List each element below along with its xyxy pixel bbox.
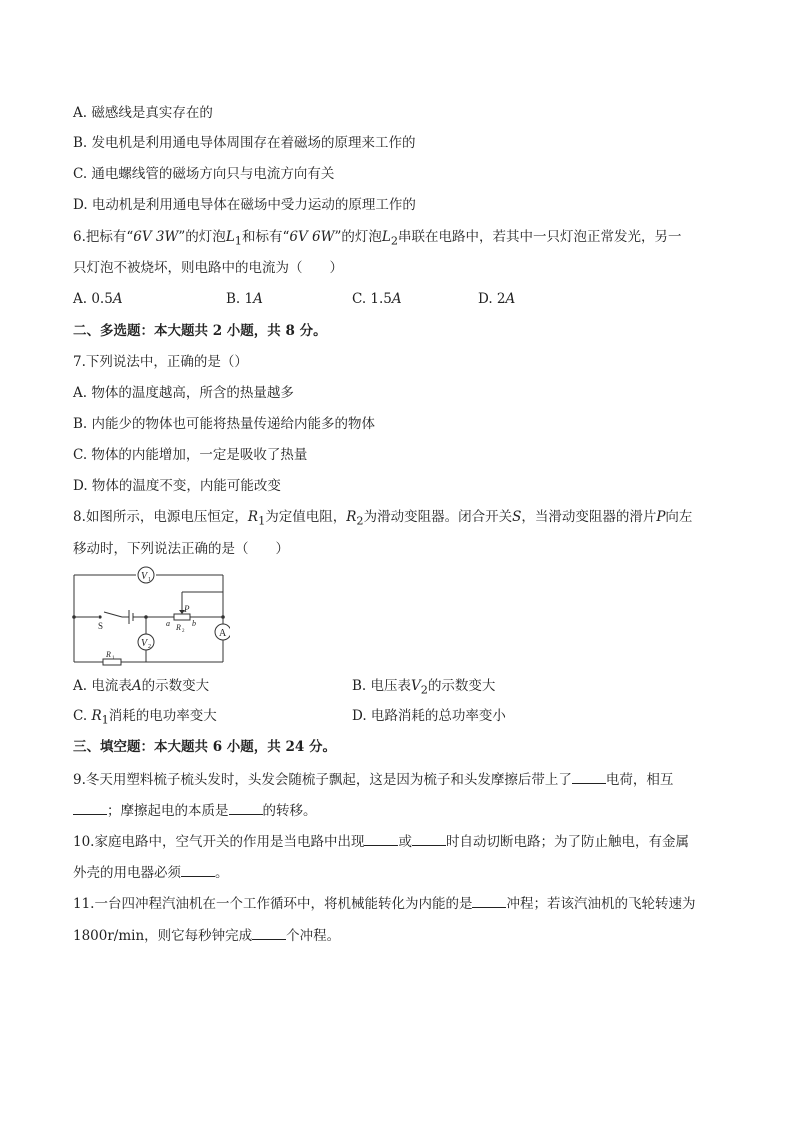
q6-option-b: B. 1A [226, 291, 263, 307]
q8-stem-line2: 移动时，下列说法正确的是（ ） [73, 541, 289, 557]
q5-option-c: C. 通电螺线管的磁场方向只与电流方向有关 [73, 166, 335, 182]
q11-stem-line1: 11.一台四冲程汽油机在一个工作循环中，将机械能转化为内能的是 冲程；若该汽油机的飞轮转速为 [73, 896, 696, 912]
q8-option-c: C. $R_1$消耗的电功率变大 [73, 708, 217, 727]
terminal-b-label: b [192, 619, 196, 628]
q10-stem-line2: 外壳的用电器必须 。 [73, 865, 229, 881]
q11-stem-line2: 1800r/min，则它每秒钟完成 个冲程。 [73, 928, 341, 944]
q6-option-a: A. 0.5A [73, 291, 123, 307]
answer-blank[interactable] [252, 926, 286, 940]
r1-label: R [106, 650, 111, 659]
q6-option-c: C. 1.5A [352, 291, 402, 307]
svg-text:1: 1 [112, 656, 115, 661]
terminal-a-label: a [166, 619, 170, 628]
answer-blank[interactable] [364, 832, 398, 846]
answer-blank[interactable] [572, 770, 606, 784]
ammeter [215, 617, 230, 640]
q8-option-b: B. 电压表$V_2$的示数变大 [352, 678, 496, 697]
r2-label: R [176, 623, 181, 632]
q5-option-d: D. 电动机是利用通电导体在磁场中受力运动的原理工作的 [73, 197, 416, 213]
q9-stem-line1: 9.冬天用塑料梳子梳头发时，头发会随梳子飘起，这是因为梳子和头发摩擦后带上了 电荷，相互 [73, 772, 674, 788]
q9-stem-line2: ；摩擦起电的本质是 的转移。 [73, 801, 317, 820]
answer-blank[interactable] [412, 832, 446, 846]
voltmeter-v2 [138, 634, 154, 650]
answer-blank[interactable] [73, 801, 107, 815]
q8-stem-line1: 8.如图所示，电源电压恒定，$R_1$为定值电阻，$R_2$为滑动变阻器。闭合开关S，当滑动变阻器的滑片P向左 [73, 509, 693, 528]
q7-stem: 7.下列说法中，正确的是（） [73, 354, 248, 370]
r2-resistor [174, 614, 190, 620]
slider-p-label: P [184, 604, 190, 614]
section2-heading: 二、多选题：本大题共 2 小题，共 8 分。 [73, 323, 327, 339]
answer-blank[interactable] [472, 894, 506, 908]
q8-option-d: D. 电路消耗的总功率变小 [352, 708, 506, 724]
q7-option-d: D. 物体的温度不变，内能可能改变 [73, 478, 281, 494]
q5-option-a: A. 磁感线是真实存在的 [73, 105, 213, 121]
circuit-diagram [70, 562, 230, 668]
svg-text:1: 1 [148, 577, 151, 583]
svg-text:2: 2 [148, 644, 151, 650]
q7-option-a: A. 物体的温度越高，所含的热量越多 [73, 385, 294, 401]
q7-option-b: B. 内能少的物体也可能将热量传递给内能多的物体 [73, 416, 376, 432]
voltmeter-v1 [138, 567, 154, 583]
q7-option-c: C. 物体的内能增加，一定是吸收了热量 [73, 447, 308, 463]
switch-label: S [98, 621, 104, 631]
q8-option-a: A. 电流表A的示数变大 [73, 678, 210, 694]
q6-stem-line1: 6.把标有“6V 3W”的灯泡$L_1$和标有“6V 6W”的灯泡$L_2$串联在电路中，若其中一只灯泡正常发光，另一 [73, 229, 682, 248]
q5-option-b: B. 发电机是利用通电导体周围存在着磁场的原理来工作的 [73, 135, 416, 151]
answer-blank[interactable] [229, 801, 263, 815]
svg-text:V: V [141, 571, 148, 582]
q6-stem-line2: 只灯泡不被烧坏，则电路中的电流为（ ） [73, 260, 343, 276]
section3-heading: 三、填空题：本大题共 6 小题，共 24 分。 [73, 739, 336, 755]
answer-blank[interactable] [181, 863, 215, 877]
svg-text:A: A [219, 628, 227, 639]
q6-option-d: D. 2A [478, 291, 516, 307]
svg-text:2: 2 [182, 629, 185, 634]
q10-stem-line1: 10.家庭电路中，空气开关的作用是当电路中出现 或 时自动切断电路；为了防止触电，有金属 [73, 834, 689, 850]
svg-text:V: V [141, 638, 148, 649]
